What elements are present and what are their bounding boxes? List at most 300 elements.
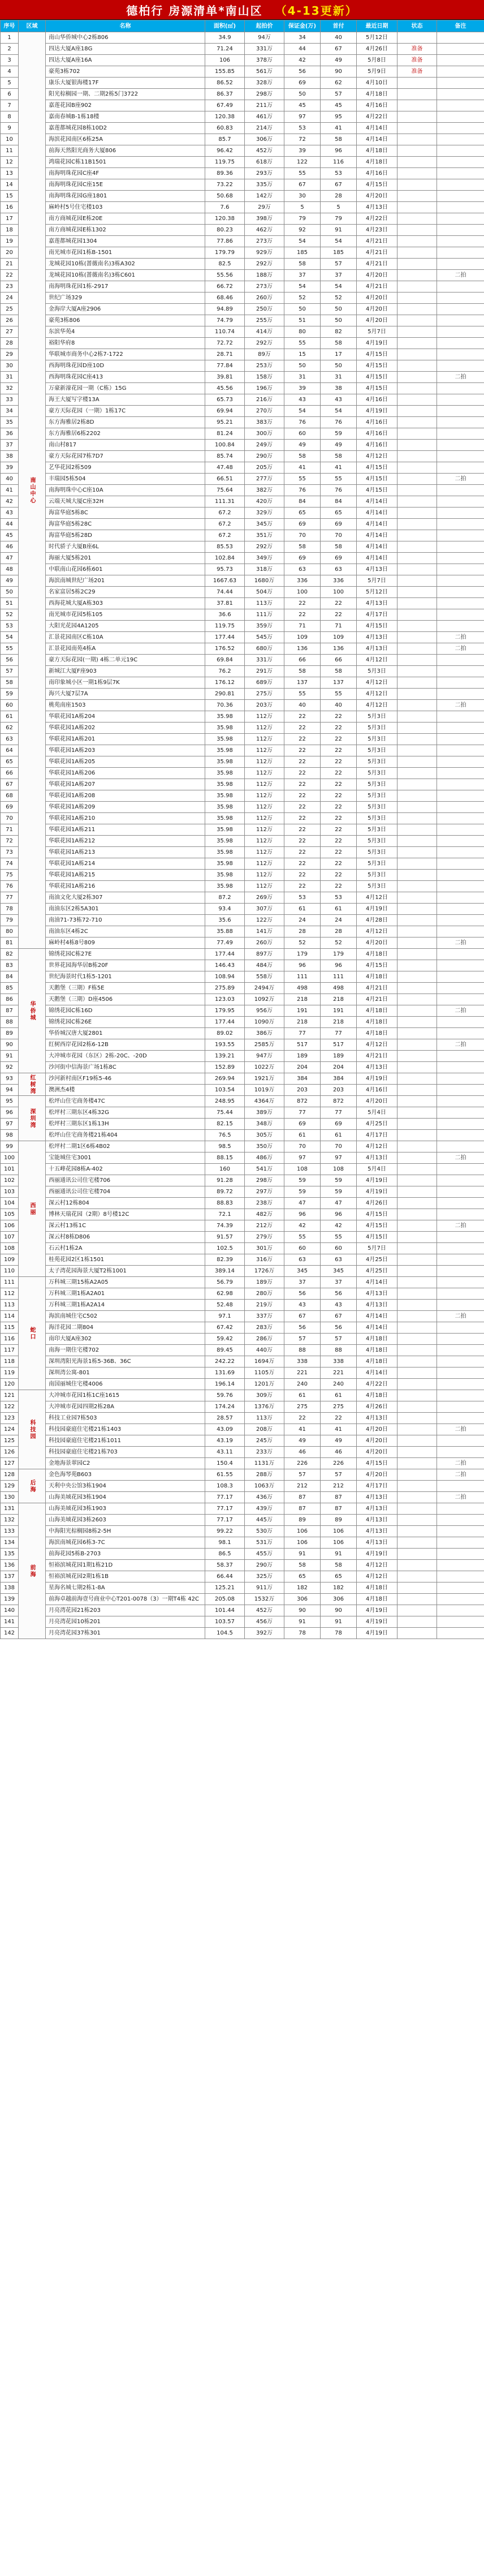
down-cell: 63	[321, 564, 357, 575]
note-cell	[437, 1062, 484, 1073]
note-cell	[437, 723, 484, 734]
down-cell: 41	[321, 123, 357, 134]
area-cell: 39.81	[205, 372, 245, 383]
deposit-cell: 92	[284, 225, 321, 236]
status-cell	[397, 1243, 437, 1254]
seq-cell: 1	[1, 32, 19, 44]
status-cell	[397, 1085, 437, 1096]
seq-cell: 83	[1, 960, 19, 971]
note-cell	[437, 1571, 484, 1582]
status-cell	[397, 1435, 437, 1447]
down-cell: 498	[321, 983, 357, 994]
status-cell	[397, 1220, 437, 1232]
down-cell: 76	[321, 417, 357, 428]
area-cell: 95.73	[205, 564, 245, 575]
note-cell	[437, 157, 484, 168]
date-cell: 4月20日	[357, 1096, 397, 1107]
deposit-cell: 179	[284, 949, 321, 960]
note-cell	[437, 530, 484, 541]
area-cell: 1667.63	[205, 575, 245, 587]
name-cell: 沙河街中信海景广场1栋8C	[46, 1062, 205, 1073]
name-cell: 华联花园1A栋213	[46, 847, 205, 858]
table-row	[1, 474, 484, 485]
down-cell: 57	[321, 259, 357, 270]
note-cell	[437, 553, 484, 564]
table-row	[1, 609, 484, 621]
area-cell: 35.98	[205, 723, 245, 734]
status-cell	[397, 100, 437, 111]
date-cell: 4月21日	[357, 994, 397, 1005]
note-cell	[437, 462, 484, 474]
status-cell	[397, 790, 437, 802]
price-cell: 279万	[245, 1232, 284, 1243]
deposit-cell: 52	[284, 293, 321, 304]
date-cell: 5月8日	[357, 55, 397, 66]
down-cell: 96	[321, 960, 357, 971]
down-cell: 67	[321, 179, 357, 191]
price-cell: 349万	[245, 553, 284, 564]
status-cell	[397, 1062, 437, 1073]
name-cell: 南海明珠花园C座15E	[46, 179, 205, 191]
price-cell: 113万	[245, 598, 284, 609]
note-cell	[437, 360, 484, 372]
status-cell	[397, 1447, 437, 1458]
down-cell: 60	[321, 1243, 357, 1254]
seq-cell: 55	[1, 643, 19, 655]
price-cell: 2494万	[245, 983, 284, 994]
seq-cell: 74	[1, 858, 19, 870]
status-cell	[397, 949, 437, 960]
table-row	[1, 790, 484, 802]
name-cell: 锦绣花园C栋27E	[46, 949, 205, 960]
region-cell: 蛇口	[19, 1277, 46, 1390]
table-row	[1, 994, 484, 1005]
down-cell: 189	[321, 1051, 357, 1062]
status-cell	[397, 496, 437, 508]
table-row	[1, 779, 484, 790]
seq-cell: 140	[1, 1605, 19, 1616]
note-cell	[437, 587, 484, 598]
date-cell: 5月3日	[357, 870, 397, 881]
name-cell: 西海明珠花园D座10D	[46, 360, 205, 372]
deposit-cell: 49	[284, 440, 321, 451]
price-cell: 277万	[245, 474, 284, 485]
area-cell: 77.86	[205, 236, 245, 247]
status-cell	[397, 677, 437, 689]
area-cell: 91.28	[205, 1175, 245, 1186]
table-row	[1, 428, 484, 440]
date-cell: 4月14日	[357, 553, 397, 564]
price-cell: 233万	[245, 1447, 284, 1458]
status-cell	[397, 1469, 437, 1481]
date-cell: 5月9日	[357, 66, 397, 78]
date-cell: 5月7日	[357, 1243, 397, 1254]
price-cell: 383万	[245, 417, 284, 428]
status-cell	[397, 111, 437, 123]
name-cell: 中海阳光棕榈园8栋2-5H	[46, 1526, 205, 1537]
note-cell	[437, 1367, 484, 1379]
deposit-cell: 59	[284, 1175, 321, 1186]
seq-cell: 31	[1, 372, 19, 383]
status-cell	[397, 1266, 437, 1277]
table-row	[1, 293, 484, 304]
date-cell: 4月20日	[357, 937, 397, 949]
price-cell: 1694万	[245, 1356, 284, 1367]
down-cell: 91	[321, 1616, 357, 1628]
price-cell: 680万	[245, 643, 284, 655]
note-cell	[437, 575, 484, 587]
note-cell	[437, 1277, 484, 1288]
table-row	[1, 1515, 484, 1526]
status-cell	[397, 994, 437, 1005]
area-cell: 96.42	[205, 145, 245, 157]
header-area: 面积(㎡)	[205, 20, 245, 32]
price-cell: 452万	[245, 145, 284, 157]
table-row	[1, 1107, 484, 1119]
deposit-cell: 137	[284, 677, 321, 689]
status-cell: 准备	[397, 55, 437, 66]
down-cell: 59	[321, 1186, 357, 1198]
status-cell	[397, 1119, 437, 1130]
area-cell: 35.98	[205, 734, 245, 745]
price-cell: 112万	[245, 734, 284, 745]
down-cell: 70	[321, 1141, 357, 1152]
area-cell: 35.98	[205, 881, 245, 892]
note-cell	[437, 1356, 484, 1367]
note-cell	[437, 451, 484, 462]
table-row	[1, 802, 484, 813]
price-cell: 2585万	[245, 1039, 284, 1051]
status-cell	[397, 575, 437, 587]
area-cell: 275.89	[205, 983, 245, 994]
deposit-cell: 106	[284, 1526, 321, 1537]
date-cell: 4月15日	[357, 372, 397, 383]
name-cell: 锦绣花园C栋26E	[46, 1017, 205, 1028]
status-cell	[397, 281, 437, 293]
seq-cell: 27	[1, 326, 19, 338]
deposit-cell: 87	[284, 1503, 321, 1515]
date-cell: 4月13日	[357, 1152, 397, 1164]
date-cell: 4月21日	[357, 1051, 397, 1062]
status-cell	[397, 1560, 437, 1571]
status-cell	[397, 394, 437, 406]
date-cell: 4月12日	[357, 926, 397, 937]
table-row	[1, 1051, 484, 1062]
name-cell: 科技园豪庭住宅楼21栋1011	[46, 1435, 205, 1447]
name-cell: 海滨南城住宅C502	[46, 1311, 205, 1322]
status-cell	[397, 451, 437, 462]
deposit-cell: 203	[284, 1085, 321, 1096]
deposit-cell: 22	[284, 870, 321, 881]
price-cell: 307万	[245, 904, 284, 915]
table-row	[1, 926, 484, 937]
date-cell: 4月16日	[357, 428, 397, 440]
deposit-cell: 89	[284, 1515, 321, 1526]
price-cell: 306万	[245, 134, 284, 145]
name-cell: 前海天然阳光商务大厦806	[46, 145, 205, 157]
deposit-cell: 50	[284, 304, 321, 315]
price-cell: 270万	[245, 406, 284, 417]
area-cell: 66.44	[205, 1571, 245, 1582]
deposit-cell: 63	[284, 564, 321, 575]
down-cell: 55	[321, 689, 357, 700]
seq-cell: 101	[1, 1164, 19, 1175]
table-row	[1, 892, 484, 904]
note-cell	[437, 609, 484, 621]
status-cell	[397, 168, 437, 179]
deposit-cell: 43	[284, 1300, 321, 1311]
area-cell: 150.4	[205, 1458, 245, 1469]
header-row	[1, 20, 484, 32]
price-cell: 158万	[245, 372, 284, 383]
date-cell: 4月20日	[357, 1469, 397, 1481]
down-cell: 88	[321, 1345, 357, 1356]
seq-cell: 118	[1, 1356, 19, 1367]
note-cell: 二拍	[437, 1005, 484, 1017]
price-cell: 455万	[245, 1549, 284, 1560]
price-cell: 305万	[245, 1130, 284, 1141]
status-cell	[397, 338, 437, 349]
name-cell: 星海名城七期2栋1-8A	[46, 1582, 205, 1594]
name-cell: 鸿瑞花园C栋11B1501	[46, 157, 205, 168]
price-cell: 1063万	[245, 1481, 284, 1492]
table-row	[1, 700, 484, 711]
price-cell: 414万	[245, 326, 284, 338]
deposit-cell: 77	[284, 1028, 321, 1039]
status-cell	[397, 440, 437, 451]
down-cell: 53	[321, 892, 357, 904]
table-row	[1, 1356, 484, 1367]
price-cell: 382万	[245, 485, 284, 496]
price-cell: 4364万	[245, 1096, 284, 1107]
note-cell	[437, 779, 484, 790]
table-row	[1, 179, 484, 191]
note-cell: 二拍	[437, 1039, 484, 1051]
table-row	[1, 1390, 484, 1401]
status-cell	[397, 134, 437, 145]
date-cell: 5月4日	[357, 1164, 397, 1175]
price-cell: 561万	[245, 66, 284, 78]
down-cell: 22	[321, 790, 357, 802]
deposit-cell: 78	[284, 1628, 321, 1639]
deposit-cell: 42	[284, 1220, 321, 1232]
seq-cell: 59	[1, 689, 19, 700]
area-cell: 88.83	[205, 1198, 245, 1209]
name-cell: 金色海琴苑B603	[46, 1469, 205, 1481]
deposit-cell: 22	[284, 813, 321, 824]
header-region: 区域	[19, 20, 46, 32]
note-cell: 二拍	[437, 1152, 484, 1164]
down-cell: 87	[321, 1503, 357, 1515]
down-cell: 203	[321, 1085, 357, 1096]
name-cell: 华联花园1A栋214	[46, 858, 205, 870]
status-cell	[397, 1458, 437, 1469]
date-cell: 4月15日	[357, 462, 397, 474]
deposit-cell: 41	[284, 462, 321, 474]
deposit-cell: 65	[284, 508, 321, 519]
area-cell: 72.1	[205, 1209, 245, 1220]
price-cell: 359万	[245, 621, 284, 632]
note-cell	[437, 519, 484, 530]
area-cell: 35.98	[205, 745, 245, 756]
name-cell: 阳光棕榈园一期、二期2栋5门3722	[46, 89, 205, 100]
status-cell	[397, 1051, 437, 1062]
deposit-cell: 88	[284, 1345, 321, 1356]
note-cell: 二拍	[437, 474, 484, 485]
price-cell: 956万	[245, 1005, 284, 1017]
seq-cell: 90	[1, 1039, 19, 1051]
seq-cell: 109	[1, 1254, 19, 1266]
deposit-cell: 22	[284, 836, 321, 847]
status-cell	[397, 123, 437, 134]
name-cell: 海滨南城花园6栋3-7C	[46, 1537, 205, 1549]
table-row	[1, 1311, 484, 1322]
down-cell: 218	[321, 994, 357, 1005]
deposit-cell: 40	[284, 700, 321, 711]
seq-cell: 85	[1, 983, 19, 994]
note-cell: 二拍	[437, 937, 484, 949]
area-cell: 155.85	[205, 66, 245, 78]
name-cell: 麻岭村4栋8号809	[46, 937, 205, 949]
area-cell: 152.89	[205, 1062, 245, 1073]
down-cell: 82	[321, 326, 357, 338]
date-cell: 4月20日	[357, 1424, 397, 1435]
seq-cell: 29	[1, 349, 19, 360]
down-cell: 96	[321, 1209, 357, 1220]
date-cell: 4月19日	[357, 1175, 397, 1186]
seq-cell: 108	[1, 1243, 19, 1254]
seq-cell: 14	[1, 179, 19, 191]
name-cell: 南方商城花园E栋20E	[46, 213, 205, 225]
seq-cell: 113	[1, 1300, 19, 1311]
status-cell	[397, 1209, 437, 1220]
seq-cell: 120	[1, 1379, 19, 1390]
status-cell	[397, 915, 437, 926]
note-cell	[437, 417, 484, 428]
note-cell	[437, 541, 484, 553]
area-cell: 80.23	[205, 225, 245, 236]
date-cell: 4月16日	[357, 1085, 397, 1096]
name-cell: 南海明珠花园G座1801	[46, 191, 205, 202]
status-cell	[397, 1549, 437, 1560]
name-cell: 山海美域花园3栋1904	[46, 1492, 205, 1503]
down-cell: 90	[321, 66, 357, 78]
seq-cell: 111	[1, 1277, 19, 1288]
deposit-cell: 204	[284, 1062, 321, 1073]
table-row	[1, 213, 484, 225]
seq-cell: 82	[1, 949, 19, 960]
date-cell: 4月19日	[357, 904, 397, 915]
name-cell: 太子湾花园海景大厦T2栋1001	[46, 1266, 205, 1277]
price-cell: 112万	[245, 768, 284, 779]
price-cell: 897万	[245, 949, 284, 960]
date-cell: 5月7日	[357, 575, 397, 587]
deposit-cell: 91	[284, 1549, 321, 1560]
note-cell	[437, 1175, 484, 1186]
seq-cell: 135	[1, 1549, 19, 1560]
status-cell	[397, 383, 437, 394]
price-cell: 558万	[245, 971, 284, 983]
note-cell	[437, 247, 484, 259]
area-cell: 35.98	[205, 768, 245, 779]
deposit-cell: 56	[284, 1322, 321, 1334]
down-cell: 69	[321, 519, 357, 530]
area-cell: 106	[205, 55, 245, 66]
down-cell: 52	[321, 937, 357, 949]
table-row	[1, 1560, 484, 1571]
area-cell: 85.7	[205, 134, 245, 145]
note-cell	[437, 168, 484, 179]
down-cell: 37	[321, 270, 357, 281]
deposit-cell: 218	[284, 1017, 321, 1028]
down-cell: 71	[321, 621, 357, 632]
deposit-cell: 58	[284, 666, 321, 677]
table-row	[1, 417, 484, 428]
table-row	[1, 406, 484, 417]
region-cell: 南山中心	[19, 32, 46, 949]
table-row	[1, 349, 484, 360]
deposit-cell: 22	[284, 734, 321, 745]
name-cell: 金地海景翠园C2	[46, 1458, 205, 1469]
seq-cell: 42	[1, 496, 19, 508]
price-cell: 196万	[245, 383, 284, 394]
area-cell: 82.15	[205, 1119, 245, 1130]
note-cell	[437, 1435, 484, 1447]
date-cell: 5月3日	[357, 666, 397, 677]
price-cell: 462万	[245, 225, 284, 236]
table-row	[1, 813, 484, 824]
date-cell: 4月19日	[357, 1628, 397, 1639]
date-cell: 4月25日	[357, 1119, 397, 1130]
note-cell	[437, 1164, 484, 1175]
price-cell: 212万	[245, 1220, 284, 1232]
status-cell	[397, 304, 437, 315]
date-cell: 5月3日	[357, 836, 397, 847]
name-cell: 嘉南春城B-1栋18楼	[46, 111, 205, 123]
table-row	[1, 1243, 484, 1254]
table-row	[1, 1288, 484, 1300]
down-cell: 218	[321, 1017, 357, 1028]
note-cell	[437, 870, 484, 881]
name-cell: 东方海雅居6栋2202	[46, 428, 205, 440]
price-cell: 249万	[245, 440, 284, 451]
region-cell: 华侨城	[19, 949, 46, 1073]
status-cell	[397, 1322, 437, 1334]
down-cell: 77	[321, 1028, 357, 1039]
seq-cell: 21	[1, 259, 19, 270]
area-cell: 50.68	[205, 191, 245, 202]
down-cell: 28	[321, 926, 357, 937]
deposit-cell: 54	[284, 281, 321, 293]
name-cell: 世纪海景时代1栋5-1201	[46, 971, 205, 983]
table-row	[1, 236, 484, 247]
down-cell: 56	[321, 1288, 357, 1300]
seq-cell: 58	[1, 677, 19, 689]
price-cell: 298万	[245, 89, 284, 100]
note-cell	[437, 836, 484, 847]
deposit-cell: 61	[284, 1130, 321, 1141]
price-cell: 291万	[245, 666, 284, 677]
deposit-cell: 28	[284, 926, 321, 937]
table-row	[1, 1537, 484, 1549]
table-row	[1, 508, 484, 519]
note-cell	[437, 485, 484, 496]
seq-cell: 11	[1, 145, 19, 157]
deposit-cell: 45	[284, 100, 321, 111]
seq-cell: 117	[1, 1345, 19, 1356]
area-cell: 120.38	[205, 111, 245, 123]
seq-cell: 133	[1, 1526, 19, 1537]
